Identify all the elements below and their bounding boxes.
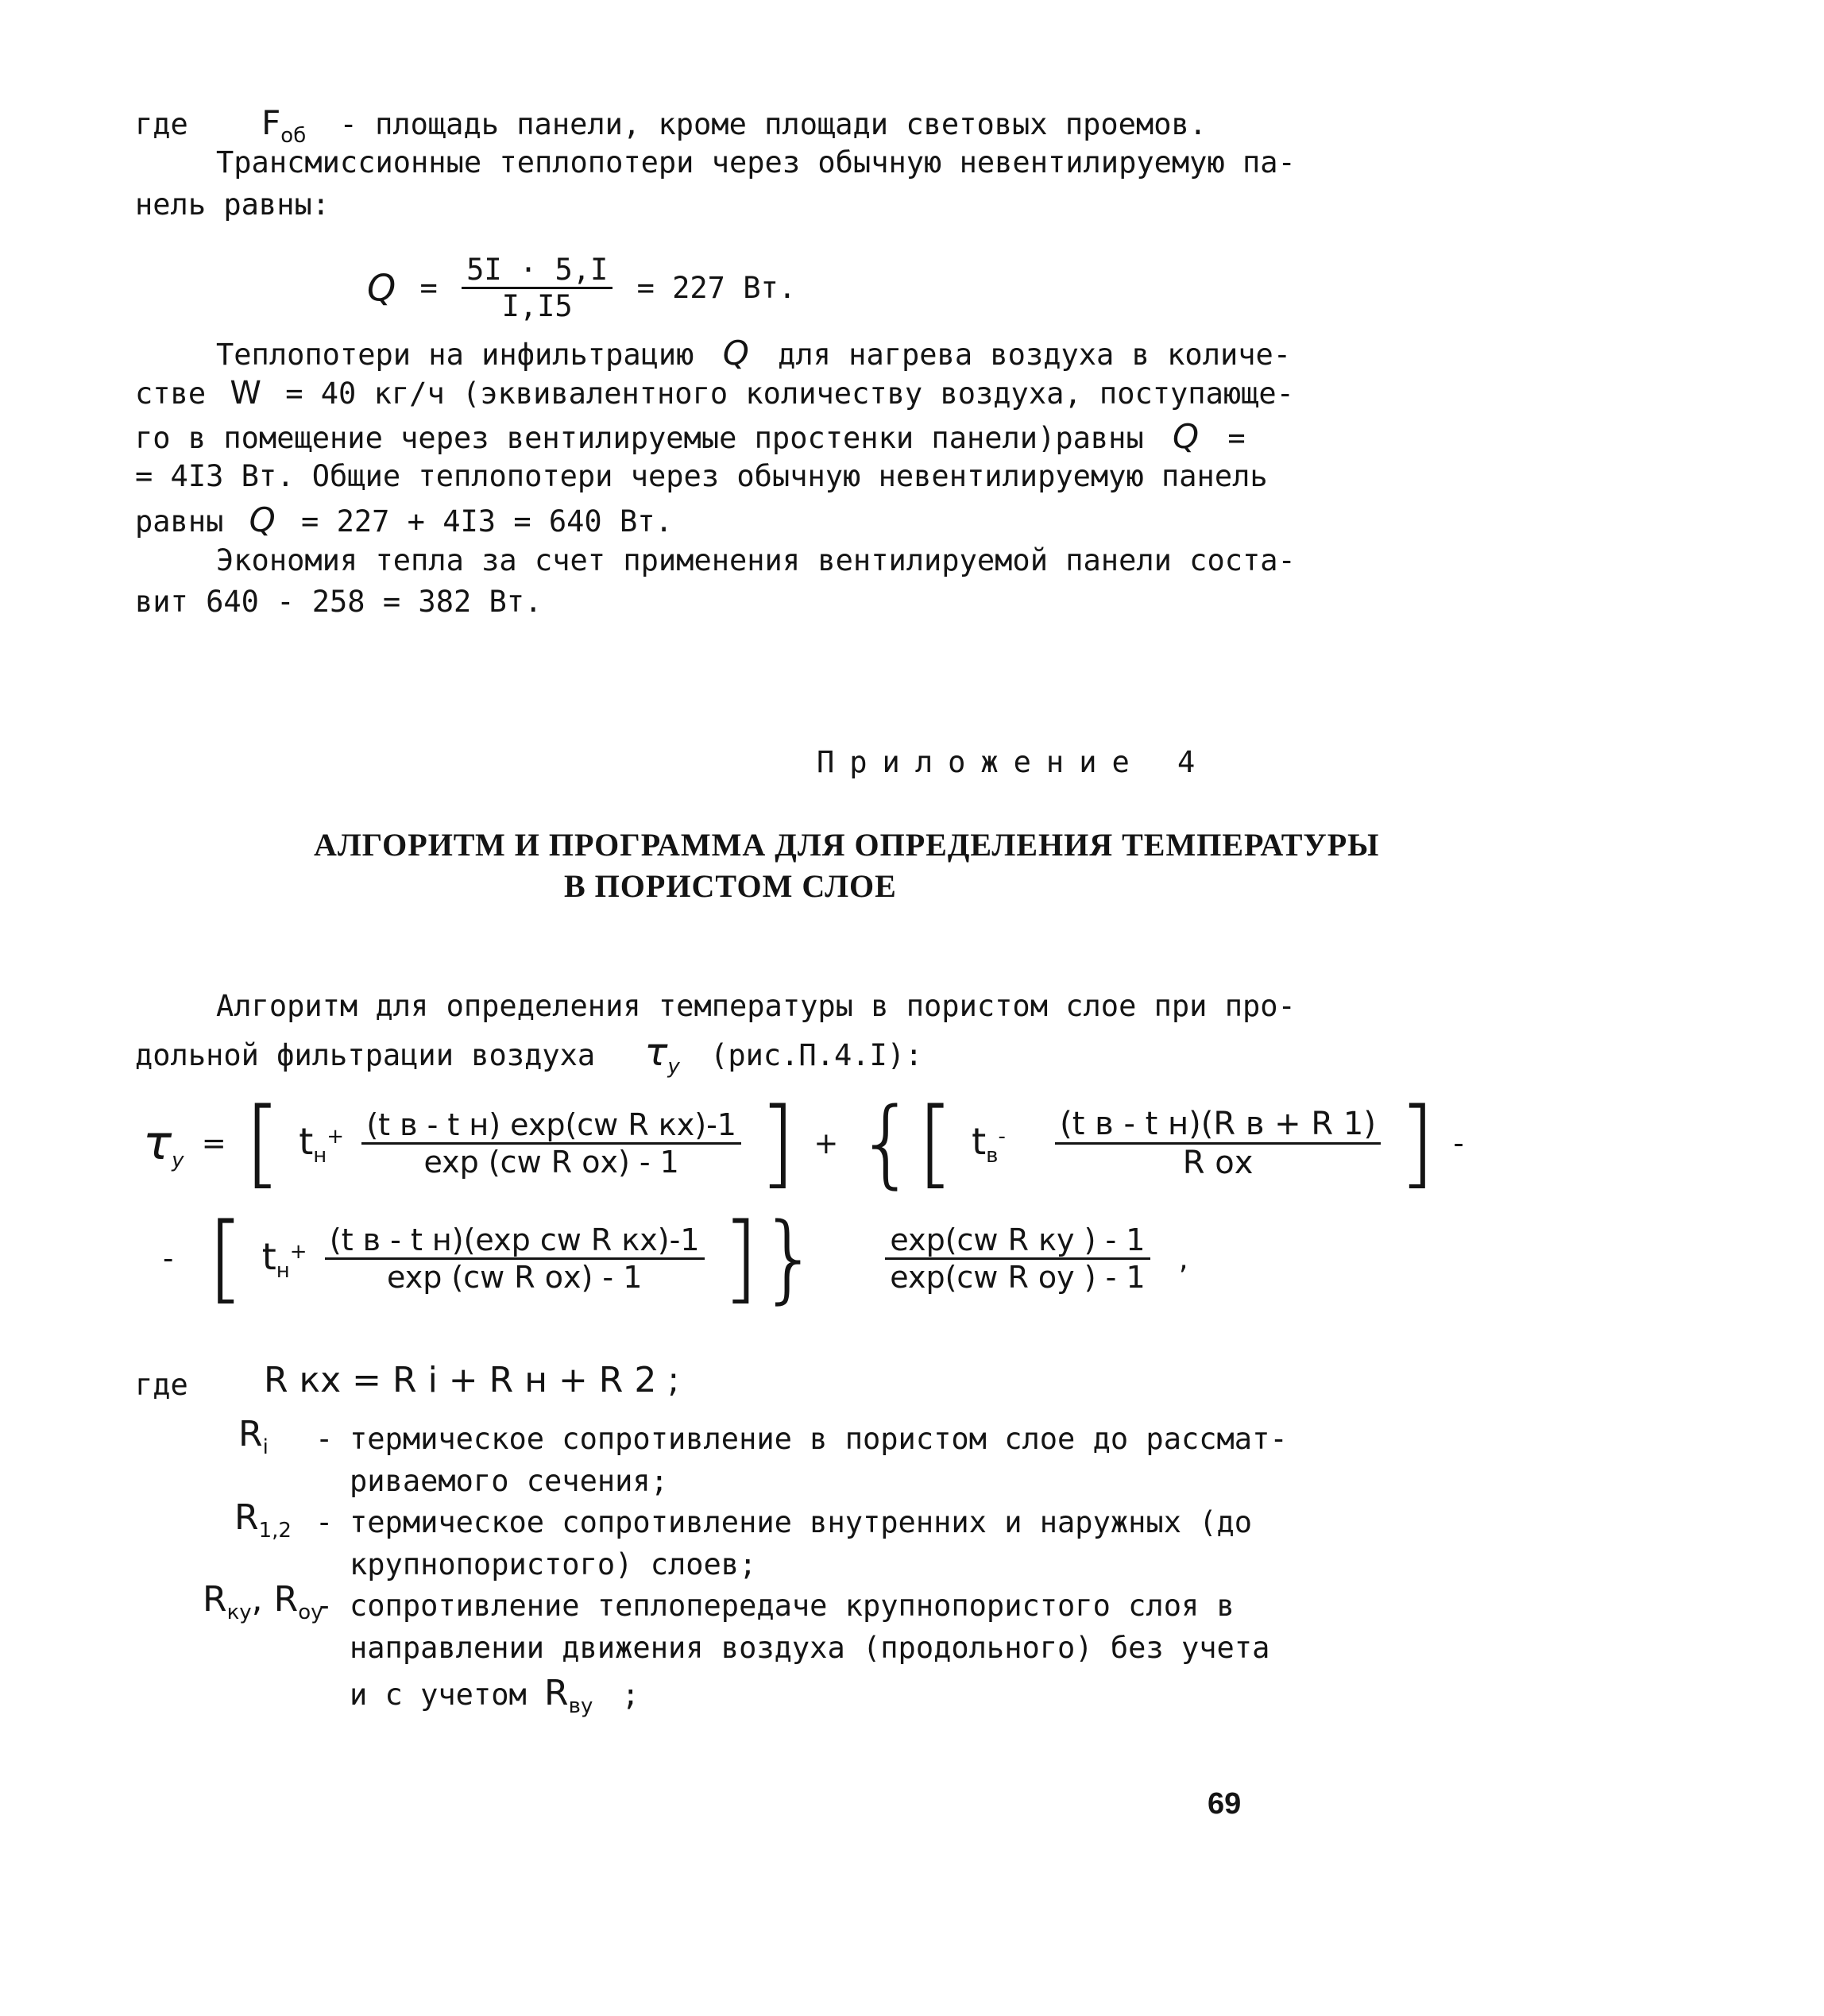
ri-def-line-1: термическое сопротивление в пористом слое до рассмат- (350, 1422, 1288, 1456)
infil-line-4: = 4I3 Вт. Общие теплопотери через обычную невентилируемую панель (135, 459, 1268, 493)
rky-dash: - (315, 1589, 334, 1623)
tau-lhs: $\tau_у$ (143, 1114, 184, 1172)
appendix-title-line-2: В ПОРИСТОМ СЛОЕ (564, 868, 897, 904)
ri-dash: - (315, 1422, 334, 1456)
formula-q-transmission: Q = $\frac{5I \cdot 5,I}{I,I5}$ = 227 Вт. (367, 253, 797, 323)
appendix-title-line-1: АЛГОРИТМ И ПРОГРАММА ДЛЯ ОПРЕДЕЛЕНИЯ ТЕМПЕРАТУРЫ (314, 827, 1380, 863)
infil-line-3: го в помещение через вентилируемые простенки панели)равны Q = (135, 417, 1246, 456)
intro-line-1 (135, 103, 1207, 148)
trans-line-2: нель равны: (135, 187, 330, 222)
r12-symbol: $R_{1,2}$ (234, 1497, 292, 1543)
r12-def-line-1: термическое сопротивление внутренних и наружных (до (350, 1505, 1253, 1539)
fraction-transmission: $\frac{5I \cdot 5,I}{I,I5}$ (462, 253, 613, 323)
fraction-1: $\frac{\text{(t в - t н) exp(cw R кх)-1}}{\text{exp (cw R ох) - 1}}$ (361, 1107, 741, 1180)
tau-symbol: $\tau_у$ (644, 1030, 680, 1079)
q-symbol: Q (249, 500, 276, 539)
economy-line-1: Экономия тепла за счет применения вентилируемой панели соста- (216, 543, 1296, 577)
ri-symbol: $R_i$ (238, 1414, 269, 1459)
rky-roy-symbol: $R_{ку}$, $R_{оу}$ (203, 1579, 323, 1624)
fraction-3: $\frac{\text{(t в - t н)(exp cw R кх)-1}}{\text{exp (cw R ох) - 1}}$ (325, 1222, 705, 1295)
q-symbol: Q (722, 334, 749, 373)
formula-tau-line-2: - [ $t_н^+$ $\frac{\text{(t в - t н)(exp cw R кх)-1}}{\text{exp (cw R ох) - 1}}$ ]} $\frac{\text{exp(cw R ку ) - 1}}{\text{exp(cw R оу ) - 1}}$ , (163, 1203, 1188, 1314)
rky-def-line-3: и с учетом $R_{ву}$ ; (350, 1673, 640, 1718)
q-symbol: Q (367, 266, 396, 310)
algorithm-line-2: дольной фильтрации воздуха $\tau_у$ (рис.П.4.I): (135, 1030, 923, 1079)
rky-def-line-1: сопротивление теплопередаче крупнопористого слоя в (350, 1589, 1235, 1623)
f-definition: - площадь панели, кроме площади световых проемов. (339, 107, 1208, 141)
infil-line-5: равны Q = 227 + 4I3 = 640 Вт. (135, 500, 673, 539)
page-number: 69 (1208, 1787, 1242, 1821)
infil-line-1: Теплопотери на инфильтрацию Q для нагрева воздуха в количе- (216, 334, 1292, 373)
trans-line-1: Трансмиссионные теплопотери через обычную невентилируемую па- (216, 145, 1296, 180)
rky-def-line-2: направлении движения воздуха (продольного) без учета (350, 1631, 1270, 1665)
w-symbol: W (230, 375, 261, 411)
q-symbol: Q (1173, 417, 1200, 456)
gde-word: где (135, 107, 188, 141)
t-n-symbol: $t_н^+$ (261, 1234, 307, 1283)
t-n-symbol: $t_н^+$ (299, 1119, 345, 1168)
algorithm-line-1: Алгоритм для определения температуры в пористом слое при про- (216, 989, 1296, 1023)
where-word: где (135, 1368, 188, 1402)
fraction-2: $\frac{\text{(t в - t н)(R в + R 1)}}{\text{R ох}}$ (1055, 1106, 1381, 1181)
rkx-definition: R кх = R i + R н + R 2 ; (264, 1360, 680, 1400)
fraction-4: $\frac{\text{exp(cw R ку ) - 1}}{\text{exp(cw R оу ) - 1}}$ (885, 1222, 1150, 1295)
r12-def-line-2: крупнопористого) слоев; (350, 1547, 757, 1582)
formula-tau-line-1: $\tau_у$ = [ $t_н^+$ $\frac{\text{(t в - t н) exp(cw R кх)-1}}{\text{exp (cw R ох) - 1}}$ ] + {[ $t_в^-$ $\frac{\text{(t в - t н)(R в + R 1)}}{\text{R ох}}$ ] - (143, 1088, 1464, 1199)
appendix-label: Приложение 4 (817, 745, 1211, 779)
economy-line-2: вит 640 - 258 = 382 Вт. (135, 585, 543, 619)
formula-result: = 227 Вт. (636, 271, 797, 305)
rvy-symbol: $R_{ву}$ (544, 1673, 593, 1718)
f-symbol: $F_{об}$ (261, 103, 307, 148)
r12-dash: - (315, 1505, 334, 1539)
infil-line-2: стве W = 40 кг/ч (эквивалентного количеству воздуха, поступающе- (135, 375, 1294, 411)
ri-def-line-2: риваемого сечения; (350, 1464, 668, 1498)
t-v-symbol: $t_в^-$ (972, 1119, 1006, 1168)
